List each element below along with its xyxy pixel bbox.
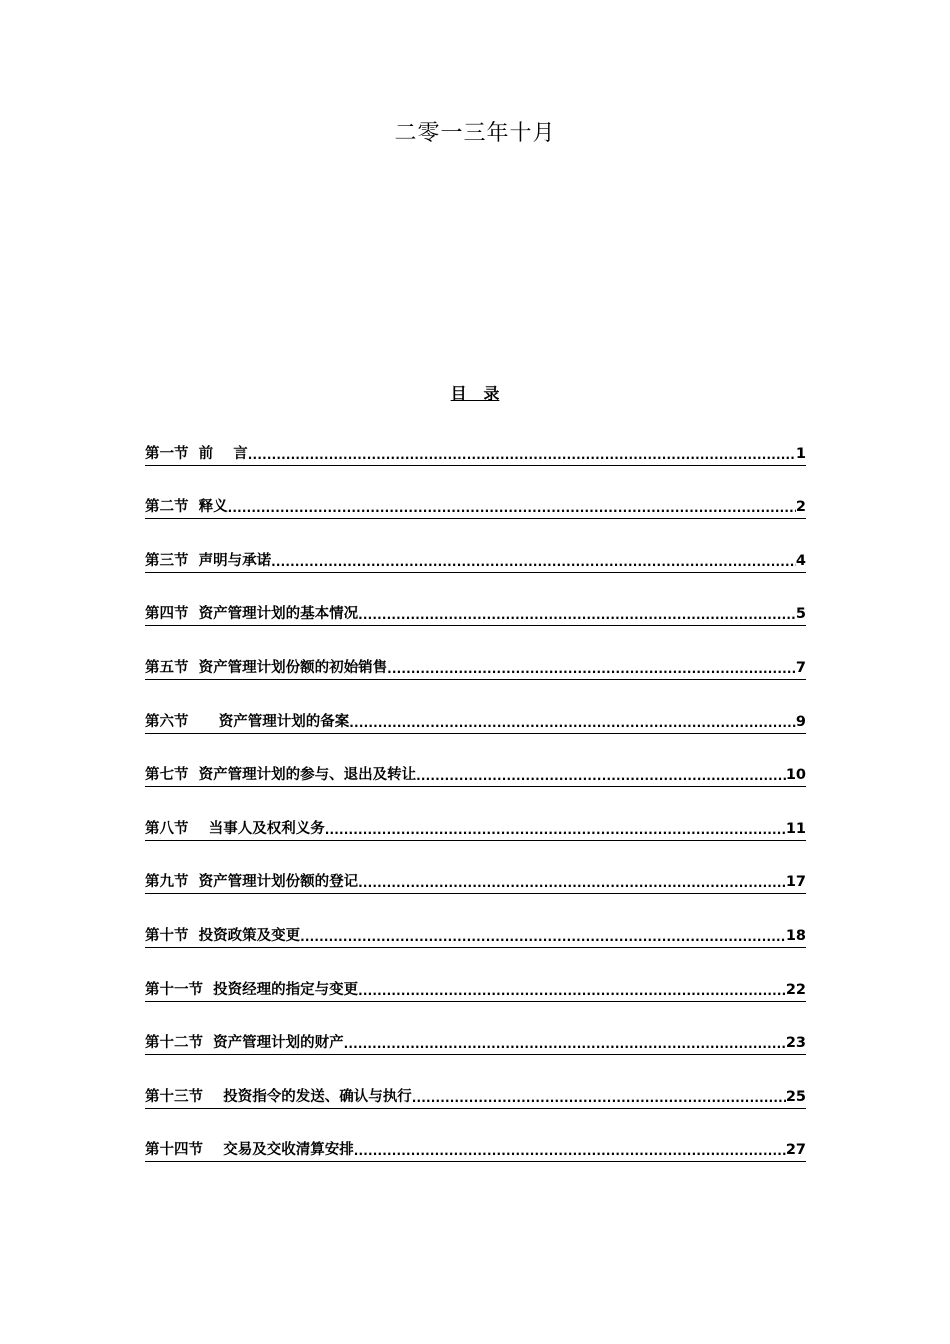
toc-page-number: 25: [785, 1088, 806, 1105]
toc-entry-6[interactable]: [145, 711, 806, 765]
toc-dot-leader: [387, 659, 796, 679]
toc-dot-leader: [358, 605, 796, 625]
toc-dot-leader: [248, 445, 796, 465]
toc-page-number: 1: [795, 445, 806, 462]
toc-entry-3[interactable]: [145, 550, 806, 604]
toc-entry-label: 第五节 资产管理计划份额的初始销售: [145, 659, 388, 676]
toc-entry-label: 第八节 当事人及权利义务: [145, 820, 325, 837]
toc-entry-label: 第九节 资产管理计划份额的登记: [145, 874, 359, 891]
toc-entry-12[interactable]: [145, 1033, 806, 1087]
toc-dot-leader: [325, 820, 786, 840]
toc-entry-label: 第四节 资产管理计划的基本情况: [145, 606, 359, 623]
toc-entry-4[interactable]: [145, 604, 806, 658]
toc-dot-leader: [412, 1088, 786, 1108]
toc-entry-2[interactable]: [145, 497, 806, 551]
toc-page-number: 10: [785, 767, 806, 784]
toc-entry-13[interactable]: [145, 1086, 806, 1140]
document-date: 二零一三年十月: [394, 121, 556, 146]
toc-dot-leader: [271, 552, 796, 572]
toc-entry-10[interactable]: [145, 925, 806, 979]
toc-dot-leader: [358, 981, 786, 1001]
toc-dot-leader: [416, 766, 786, 786]
toc-dot-leader: [349, 713, 796, 733]
toc-page-number: 23: [785, 1035, 806, 1052]
toc-entry-5[interactable]: [145, 657, 806, 711]
toc-entry-label: 第三节 声明与承诺: [145, 552, 272, 569]
toc-entry-7[interactable]: [145, 765, 806, 819]
toc-dot-leader: [300, 927, 786, 947]
toc-entry-1[interactable]: [145, 443, 806, 497]
toc-entry-label: 第二节 释义: [145, 499, 228, 516]
toc-page-number: 18: [785, 927, 806, 944]
toc-page-number: 27: [785, 1142, 806, 1159]
toc-page-number: 5: [795, 606, 806, 623]
toc-page-number: 7: [795, 659, 806, 676]
toc-page-number: 17: [785, 874, 806, 891]
toc-entry-label: 第十三节 投资指令的发送、确认与执行: [145, 1088, 412, 1105]
toc-title-text: 目 录: [450, 384, 500, 403]
toc-dot-leader: [344, 1034, 786, 1054]
toc-entry-label: 第十节 投资政策及变更: [145, 927, 301, 944]
toc-entry-label: 第十二节 资产管理计划的财产: [145, 1035, 344, 1052]
toc-page-number: 11: [785, 820, 806, 837]
toc-dot-leader: [358, 873, 786, 893]
toc-entry-8[interactable]: [145, 818, 806, 872]
toc-dot-leader: [354, 1141, 786, 1161]
table-of-contents: [145, 443, 806, 1193]
toc-entry-label: 第十一节 投资经理的指定与变更: [145, 981, 359, 998]
toc-title: [0, 381, 950, 404]
toc-dot-leader: [228, 498, 796, 518]
toc-entry-label: 第六节 资产管理计划的备案: [145, 713, 350, 730]
toc-page-number: 2: [795, 499, 806, 516]
toc-entry-label: 第七节 资产管理计划的参与、退出及转让: [145, 767, 417, 784]
toc-entry-9[interactable]: [145, 872, 806, 926]
toc-page-number: 22: [785, 981, 806, 998]
toc-page-number: 4: [795, 552, 806, 569]
toc-entry-11[interactable]: [145, 979, 806, 1033]
toc-entry-label: 第一节 前 言: [145, 445, 248, 462]
toc-page-number: 9: [795, 713, 806, 730]
toc-entry-label: 第十四节 交易及交收清算安排: [145, 1142, 354, 1159]
toc-entry-14[interactable]: [145, 1140, 806, 1194]
